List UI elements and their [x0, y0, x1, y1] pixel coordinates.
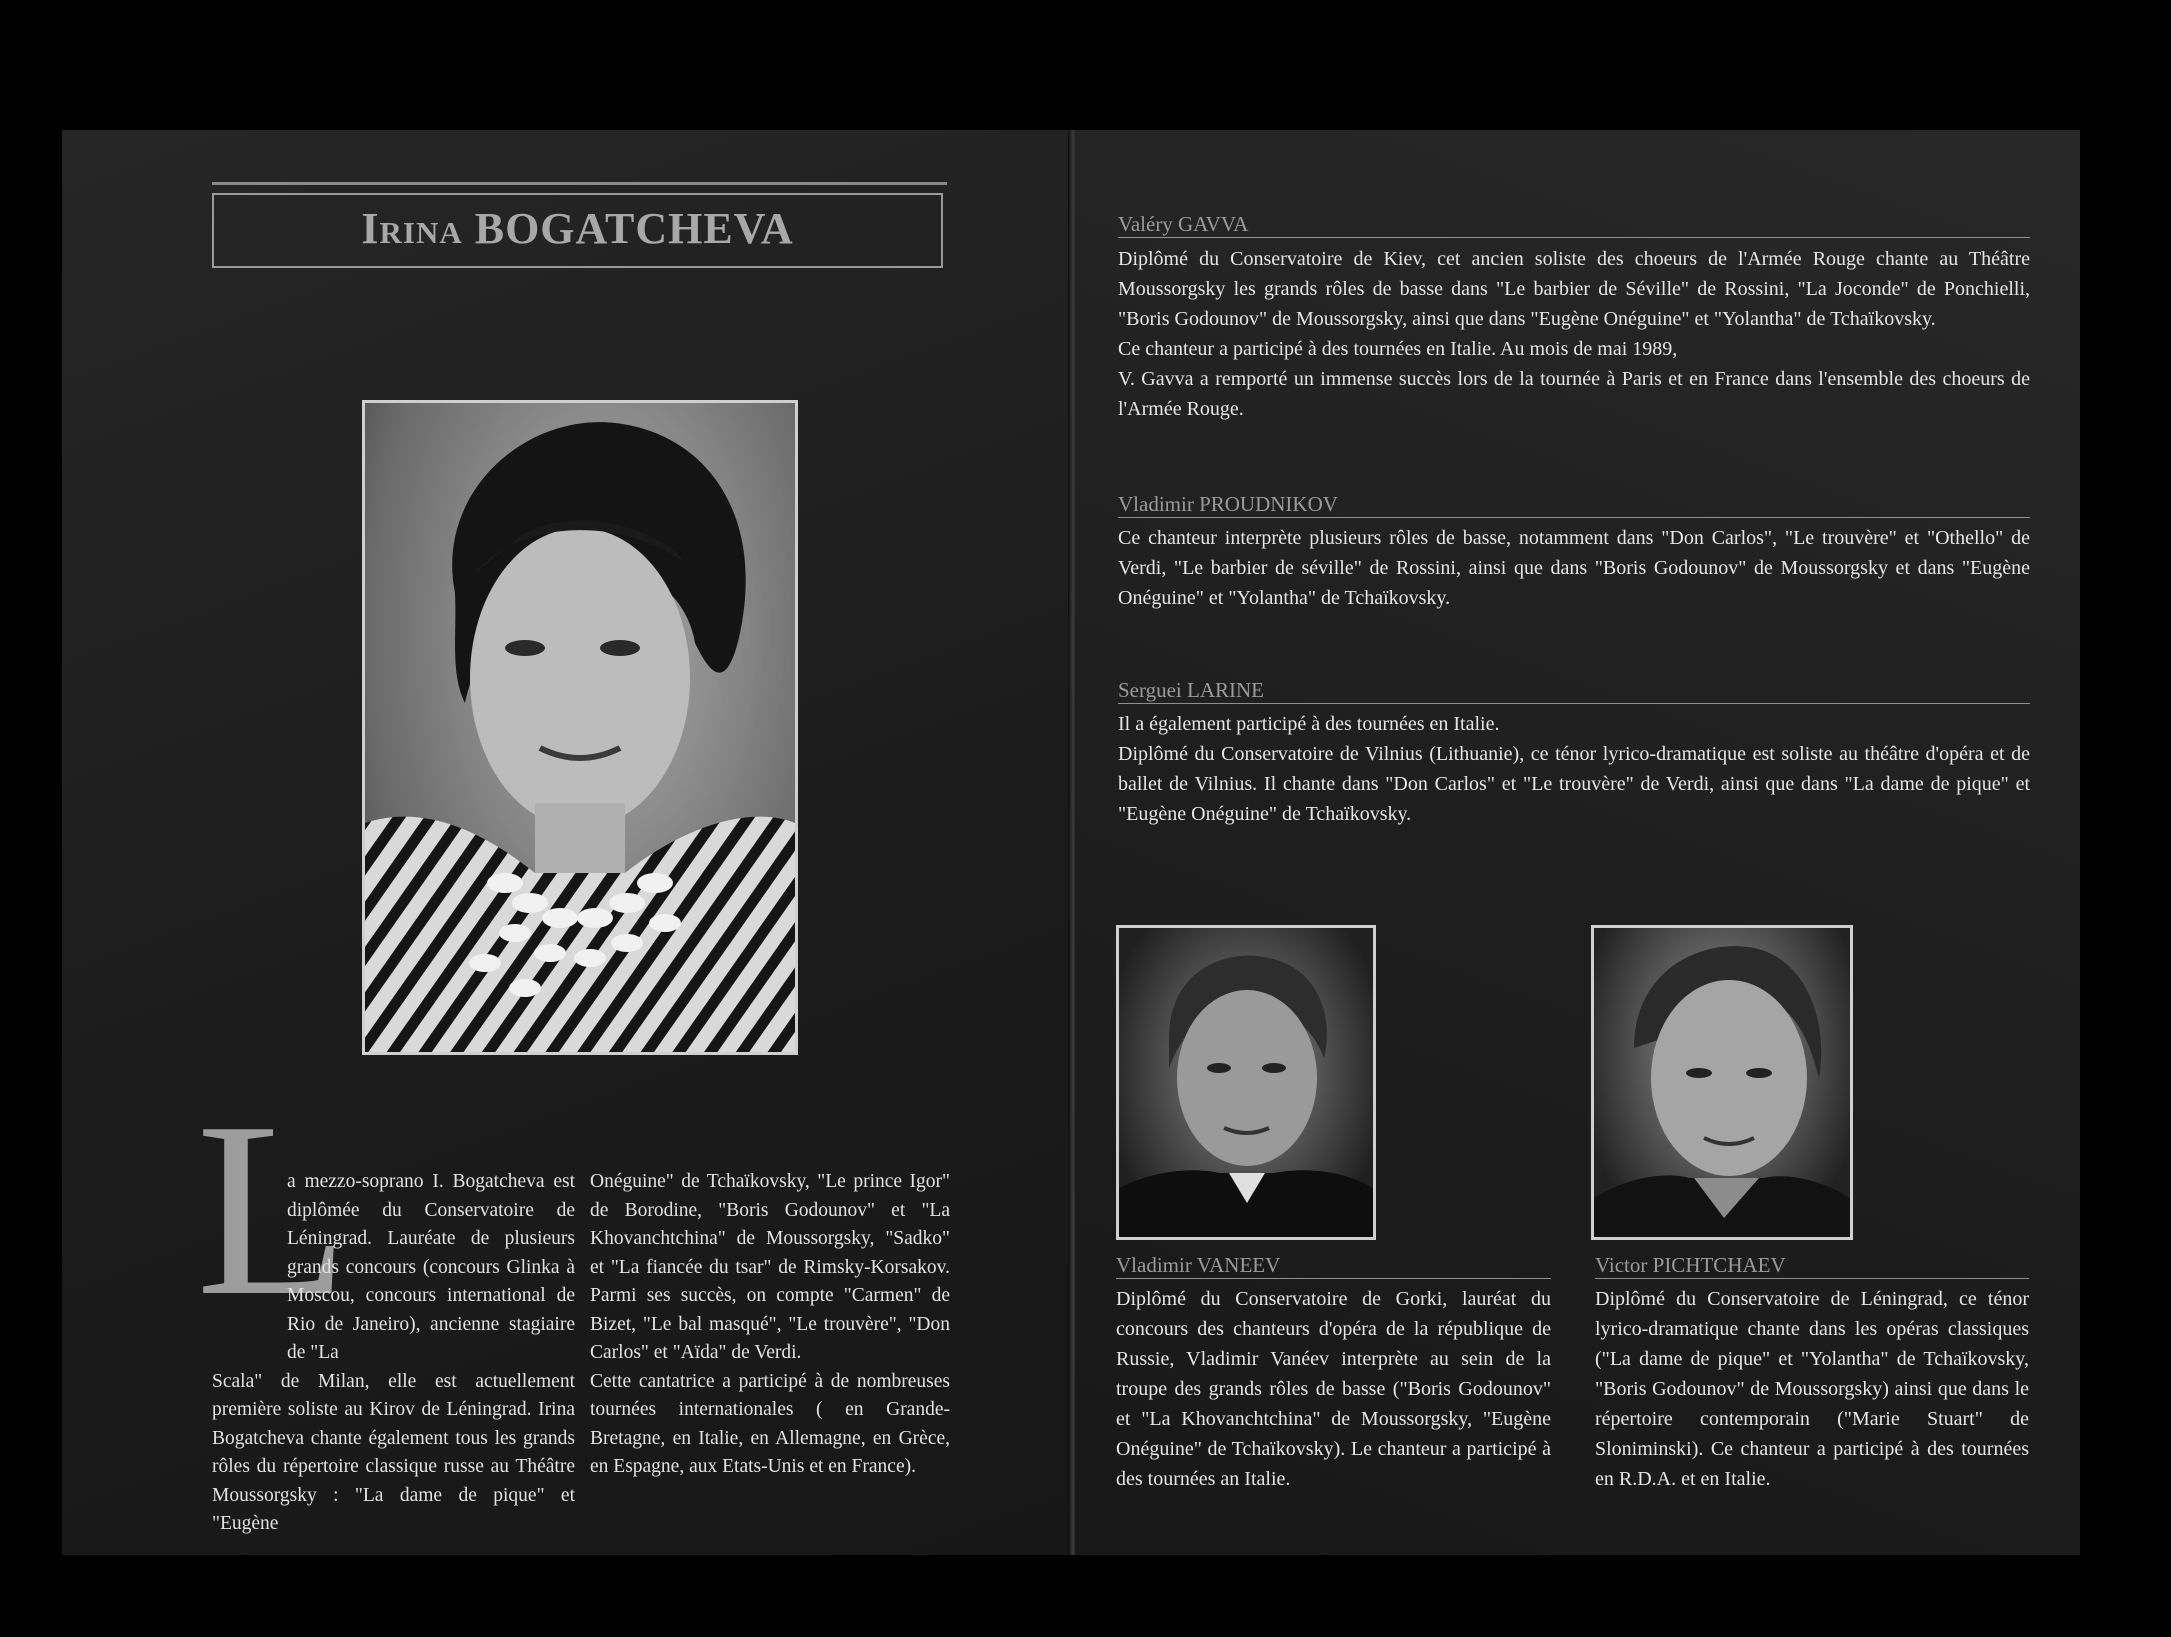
bio-text-gavva	[1118, 244, 2030, 424]
title-box	[212, 193, 943, 268]
bio-paragraph: Ce chanteur interprète plusieurs rôles de basse, notamment dans "Don Carlos", "Le trouvère" et "Othello" de Verdi, "Le barbier de séville" de Rossini, ainsi que dans "Boris Godounov" de Moussorgsky et dans "Eugène Onéguine" et "Yolantha" de Tchaïkovsky.	[1118, 527, 2030, 609]
irina-bio-column-1	[212, 1168, 575, 1539]
title-rule	[212, 182, 947, 185]
bio-paragraph: Diplômé du Conservatoire de Gorki, lauréat du concours des chanteurs d'opéra de la république de Russie, Vladimir Vanéev interprète au sein de la troupe des grands rôles de basse ("Boris Godounov" et "La Khovanchtchina" de Moussorgsky, "Eugène Onéguine" de Tchaïkovsky). Le chanteur a participé à des tournées an Italie.	[1116, 1288, 1551, 1490]
bio-paragraph: Diplômé du Conservatoire de Léningrad, ce ténor lyrico-dramatique chante dans les opéras classiques ("La dame de pique" et "Yolantha" de Tchaïkovsky, "Boris Godounov" de Moussorgsky) ainsi que dans le répertoire contemporain ("Marie Stuart" de Sloniminski). Ce chanteur a participé à des tournées en R.D.A. et en Italie.	[1595, 1288, 2029, 1490]
portrait-photo-irina	[362, 400, 798, 1055]
portrait-photo-pichtchaev	[1591, 925, 1853, 1240]
bio-text-vaneev	[1116, 1284, 1551, 1494]
portrait-photo-vaneev	[1116, 925, 1376, 1240]
drop-cap: L	[196, 1071, 349, 1348]
bio-name-vaneev: Vladimir VANEEV	[1116, 1253, 1551, 1279]
bio-text-pichtchaev	[1595, 1284, 2029, 1494]
bio-name-pichtchaev: Victor PICHTCHAEV	[1595, 1253, 2029, 1279]
portrait-illustration	[1594, 928, 1850, 1237]
irina-bio-column-2	[590, 1168, 950, 1482]
bio-name-proudnikov: Vladimir PROUDNIKOV	[1118, 492, 2030, 518]
bio-name-larine: Serguei LARINE	[1118, 678, 2030, 704]
bio-paragraph: Diplômé du Conservatoire de Kiev, cet ancien soliste des choeurs de l'Armée Rouge chante au Théâtre Moussorgsky les grands rôles de basse dans "Le barbier de Séville" de Rossini, "La Joconde" de Ponchielli, "Boris Godounov" de Moussorgsky, ainsi que dans "Eugène Onéguine" et "Yolantha" de Tchaïkovsky.	[1118, 248, 2030, 330]
bio-name-gavva: Valéry GAVVA	[1118, 212, 2030, 238]
bio-paragraph: Diplômé du Conservatoire de Vilnius (Lithuanie), ce ténor lyrico-dramatique est soliste au théâtre d'opéra et de ballet de Vilnius. Il chante dans "Don Carlos" et "Le trouvère" de Verdi, ainsi que dans "La dame de pique" et "Eugène Onéguine" de Tchaïkovsky.	[1118, 743, 2030, 825]
bio-paragraph: V. Gavva a remporté un immense succès lors de la tournée à Paris et en France dans l'ensemble des choeurs de l'Armée Rouge.	[1118, 368, 2030, 420]
page-title: Irina BOGATCHEVA	[361, 204, 794, 253]
irina-bio-text-4: Cette cantatrice a participé à de nombreuses tournées internationales ( en Grande-Bretagne, en Italie, en Allemagne, en Grèce, en Espagne, aux Etats-Unis et en France).	[590, 1370, 950, 1477]
bio-paragraph: Il a également participé à des tournées en Italie.	[1118, 713, 1500, 735]
bio-text-proudnikov	[1118, 523, 2030, 613]
portrait-illustration	[365, 403, 795, 1052]
portrait-illustration	[1119, 928, 1373, 1237]
irina-bio-text-2: Scala" de Milan, elle est actuellement première soliste au Kirov de Léningrad. Irina Bogatcheva chante également tous les grands rôles du répertoire classique russe au Théâtre Moussorgsky : "La dame de pique" et "Eugène	[212, 1370, 575, 1534]
bio-text-larine	[1118, 709, 2030, 829]
bio-paragraph: Ce chanteur a participé à des tournées en Italie. Au mois de mai 1989,	[1118, 338, 1678, 360]
irina-bio-text-1: a mezzo-soprano I. Bogatcheva est diplômée du Conservatoire de Léningrad. Lauréate de plusieurs grands concours (concours Glinka à Moscou, concours international de Rio de Janeiro), ancienne stagiaire de "La	[287, 1171, 575, 1363]
irina-bio-text-3: Onéguine" de Tchaïkovsky, "Le prince Igor" de Borodine, "Boris Godounov" et "La Khovanchtchina" de Moussorgsky, "Sadko" et "La fiancée du tsar" de Rimsky-Korsakov. Parmi ses succès, on compte "Carmen" de Bizet, "Le bal masqué", "Le trouvère", "Don Carlos" et "Aïda" de Verdi.	[590, 1171, 950, 1363]
